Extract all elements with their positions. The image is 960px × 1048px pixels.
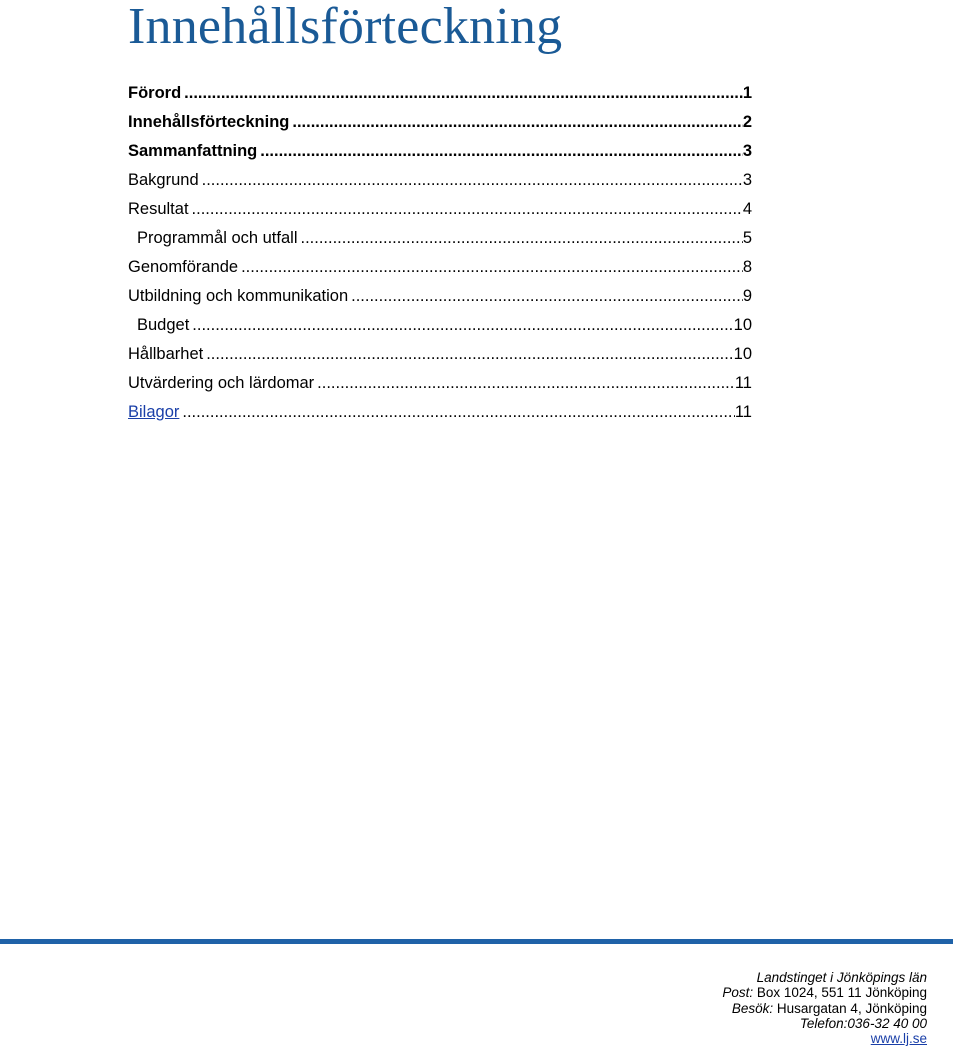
toc-entry-label: Programmål och utfall (137, 229, 298, 247)
toc-page-number: 1 (742, 84, 752, 102)
toc-page-number: 9 (742, 287, 752, 305)
toc-entry-sammanfattning[interactable] (128, 137, 752, 166)
toc-page-number: 11 (734, 403, 752, 421)
toc-dot-leader (199, 166, 743, 195)
toc-entry-budget[interactable] (128, 311, 752, 340)
toc-page-number: 8 (742, 258, 752, 276)
toc-entry-genomforande[interactable] (128, 253, 752, 282)
toc-page-number: 10 (733, 345, 752, 363)
toc-entry-label: Innehållsförteckning (128, 113, 290, 131)
page-title: Innehållsförteckning (128, 0, 563, 55)
toc-entry-label: Budget (137, 316, 190, 334)
toc-entry-label: Utvärdering och lärdomar (128, 374, 315, 392)
toc-dot-leader (181, 79, 743, 108)
toc-dot-leader (297, 224, 742, 253)
toc-entry-bilagor[interactable] (128, 398, 752, 427)
footer-post-label: Post: (722, 985, 754, 1001)
toc-dot-leader (314, 369, 735, 398)
toc-entry-label: Sammanfattning (128, 142, 258, 160)
footer-post-value: Box 1024, 551 11 Jönköping (756, 985, 927, 1001)
footer-visit-label: Besök: (731, 1000, 774, 1016)
toc-entry-link[interactable]: Bilagor (128, 403, 180, 421)
toc-entry-utbildning-och-kommunikation[interactable] (128, 282, 752, 311)
toc-entry-resultat[interactable] (128, 195, 752, 224)
toc-dot-leader (257, 137, 743, 166)
toc-entry-utvardering-och-lardomar[interactable] (128, 369, 752, 398)
toc-dot-leader (289, 108, 742, 137)
toc-page-number: 4 (742, 200, 752, 218)
toc-entry-label: Hållbarhet (128, 345, 204, 363)
toc-entry-label: Genomförande (128, 258, 239, 276)
toc-page-number: 2 (742, 113, 752, 131)
footer-post-address (722, 985, 927, 1000)
toc-entry-label: Förord (128, 84, 182, 102)
toc-dot-leader (189, 311, 733, 340)
footer-visit-address (722, 1001, 927, 1016)
toc-dot-leader (348, 282, 743, 311)
toc-dot-leader (238, 253, 743, 282)
toc-entry-bakgrund[interactable] (128, 166, 752, 195)
footer-contact (722, 970, 927, 1046)
toc-entry-hallbarhet[interactable] (128, 340, 752, 369)
footer-org-name: Landstinget i Jönköpings län (756, 970, 927, 985)
toc-entry-forord[interactable] (128, 79, 752, 108)
toc-page-number: 3 (742, 142, 752, 160)
toc-page-number: 3 (742, 171, 752, 189)
toc-dot-leader (203, 340, 733, 369)
toc-page-number: 11 (734, 374, 752, 392)
toc-entry-innehallsforteckning[interactable] (128, 108, 752, 137)
table-of-contents (128, 79, 752, 427)
toc-entry-programmal-och-utfall[interactable] (128, 224, 752, 253)
footer-visit-value: Husargatan 4, Jönköping (776, 1000, 927, 1016)
toc-page-number: 10 (733, 316, 752, 334)
footer-divider (0, 939, 953, 944)
toc-entry-label: Utbildning och kommunikation (128, 287, 349, 305)
toc-dot-leader (189, 195, 743, 224)
toc-entry-label: Resultat (128, 200, 189, 218)
footer-web-link[interactable]: www.lj.se (870, 1031, 927, 1047)
toc-entry-label: Bakgrund (128, 171, 199, 189)
footer-phone: Telefon:036-32 40 00 (799, 1015, 927, 1031)
toc-page-number: 5 (742, 229, 752, 247)
toc-dot-leader (179, 398, 734, 427)
